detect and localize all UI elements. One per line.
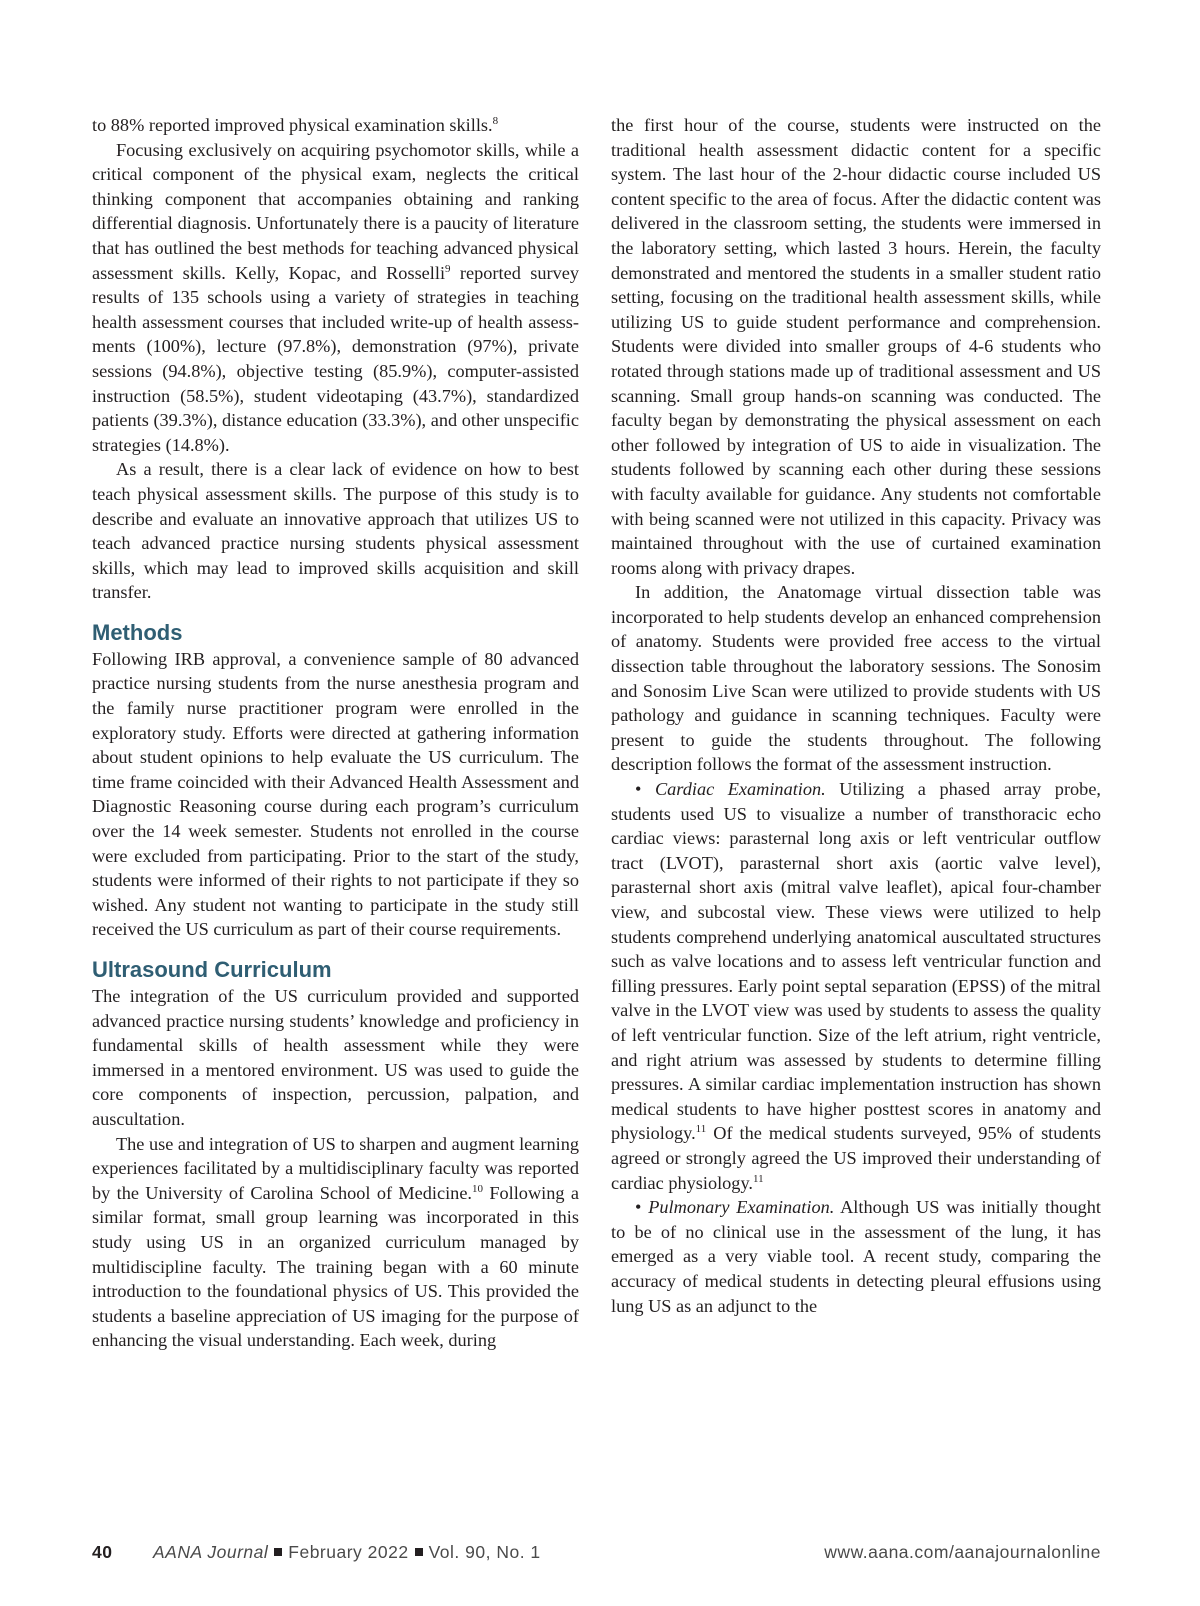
separator-square-icon bbox=[274, 1548, 282, 1556]
paragraph: the first hour of the course, students were instructed on the traditional health assessment didactic content for a specific system. The last hour of the 2-hour didactic course included US content specific to the area of focus. After the didactic content was delivered in the classroom setting, the students were immersed in the laboratory setting, which lasted 3 hours. Herein, the faculty demonstrated and mentored the students in a smaller student ratio setting, focusing on the traditional health assessment skills, while utilizing US to guide student performance and comprehension. Students were divided into smaller groups of 4-6 students who rotated through stations made up of traditional assessment and US scanning. Small group hands-on scanning was conducted. The faculty began by demonstrating the physical assessment on each other followed by integration of US to aide in visualization. The students followed by scanning each other during these sessions with faculty available for guidance. Any students not comfortable with being scanned were not utilized in this capacity. Privacy was maintained throughout with the use of curtained examination rooms along with privacy drapes. bbox=[611, 115, 1101, 578]
reference-superscript: 11 bbox=[752, 1172, 764, 1185]
right-column bbox=[611, 113, 1101, 1318]
journal-name: AANA Journal bbox=[153, 1542, 269, 1562]
reference-superscript: 11 bbox=[695, 1123, 707, 1136]
issue-date: February 2022 bbox=[288, 1542, 409, 1562]
paragraph: Following IRB approval, a convenience sample of 80 advanced practice nursing students from the nurse anesthesia program and the family nurse practitioner program were enrolled in the exploratory study. Efforts were directed at gathering information about student opinions to help evaluate the US curriculum. The time frame coincided with their Advanced Health Assessment and Diagnostic Reasoning course during each program’s curriculum over the 14 week semester. Students not enrolled in the course were excluded from participating. Prior to the start of the study, students were informed of their rights to not participate if they so wished. Any student not wanting to participate in the study still received the US curriculum as part of their course requirements. bbox=[92, 648, 579, 940]
reference-superscript: 9 bbox=[445, 262, 451, 275]
bullet-label: Cardiac Examination. bbox=[654, 779, 826, 800]
reference-superscript: 10 bbox=[472, 1182, 483, 1195]
bullet-label: Pulmonary Examination. bbox=[648, 1197, 835, 1218]
paragraph: to 88% reported improved physical examination skills.$^8$ bbox=[92, 114, 499, 135]
paragraph: The integration of the US curriculum provided and supported advanced practice nursing students’ knowledge and proficiency in fundamental skills of health assessment while they were immersed in a mentored environment. US was used to guide the core components of inspection, percussion, palpation, and auscultation. bbox=[92, 986, 579, 1129]
paragraph: As a result, there is a clear lack of evidence on how to best teach physical assessment skills. The purpose of this study is to describe and evaluate an innovative approach that utilizes US to teach advanced practice nursing students physical assessment skills, which may lead to improved skills acquisition and skill transfer. bbox=[92, 459, 579, 603]
bullet-paragraph-pulmonary: • Pulmonary Examination. Although US was initially thought to be of no clinical use in the assessment of the lung, it has emerged as a very viable tool. A recent study, comparing the accuracy of medical students in detecting pleural effusions using lung US as an adjunct to the bbox=[611, 1197, 1101, 1316]
separator-square-icon bbox=[415, 1548, 423, 1556]
bullet-paragraph-cardiac: • Cardiac Examination. Utilizing a phased array probe, students used US to visualize a number of transthoracic echo cardiac views: parasternal long axis or left ventricular outflow tract (LVOT), parasternal short axis (aortic valve level), parasternal short axis (mitral valve leaflet), apical four-chamber view, and subcostal view. These views were utilized to help students comprehend underlying anatomical auscultated structures such as valve locations and to assess left ventricular function and filling pressures. Early point septal separation (EPSS) of the mitral valve in the LVOT view was used by students to assess the quality of left ventricular function. Size of the left atrium, right ventricle, and right atrium was assessed by students to determine filling pressures. A similar cardiac implementation instruction has shown medical students to have higher posttest scores in anatomy and physiology.$^{11}$ Of the medical students surveyed, 95% of students agreed or strongly agreed the US improved their understanding of cardiac physiology.$^{11}$ bbox=[611, 779, 1102, 1193]
paragraph: The use and integration of US to sharpen and augment learning experiences facilitated by a multidisciplinary faculty was reported by the University of Carolina School of Medicine.$^{10}$ Following a similar format, small group learning was incorporated in this study using US in an organized curriculum managed by multidiscipline faculty. The training began with a 60 minute introduction to the foundational physics of US. This provided the students a baseline appreciation of US imaging for the purpose of enhancing the visual understanding. Each week, during bbox=[92, 1133, 579, 1351]
paragraph: Focusing exclusively on acquiring psychomotor skills, while a critical component of the physical exam, neglects the critical thinking component that accompanies obtaining and ranking differential diagnosis. Unfortunately there is a paucity of literature that has outlined the best methods for teaching advanced physical assessment skills. Kelly, Kopac, and Rosselli$^9$ reported survey results of 135 schools using a variety of strategies in teaching health assessment courses that included write-up of health assessments (100%), lecture (97.8%), demonstration (97%), private sessions (94.8%), objective testing (85.9%), computer-assisted instruction (58.5%), student videotaping (43.7%), standardized patients (39.3%), distance education (33.3%), and other unspecific strategies (14.8%). bbox=[92, 139, 579, 455]
bullet: • bbox=[635, 1197, 642, 1218]
bullet: • bbox=[635, 779, 642, 800]
page-number: 40 bbox=[92, 1542, 113, 1562]
section-heading-ultrasound-curriculum: Ultrasound Curriculum bbox=[92, 957, 332, 982]
journal-url: www.aana.com/aanajournalonline bbox=[824, 1542, 1101, 1562]
reference-superscript: 8 bbox=[492, 114, 499, 127]
page-footer bbox=[92, 1542, 1101, 1566]
volume-number: Vol. 90, No. 1 bbox=[428, 1542, 541, 1562]
journal-citation bbox=[153, 1542, 541, 1563]
left-column bbox=[92, 113, 579, 1353]
section-heading-methods: Methods bbox=[92, 619, 183, 645]
paragraph: In addition, the Anatomage virtual dissection table was incorporated to help students develop an enhanced comprehension of anatomy. Students were provided free access to the virtual dissection table throughout the laboratory sessions. The Sonosim and Sonosim Live Scan were utilized to provide students with US pathology and guidance in scanning techniques. Faculty were present to guide the students throughout. The following description follows the format of the assessment instruction. bbox=[611, 582, 1101, 775]
